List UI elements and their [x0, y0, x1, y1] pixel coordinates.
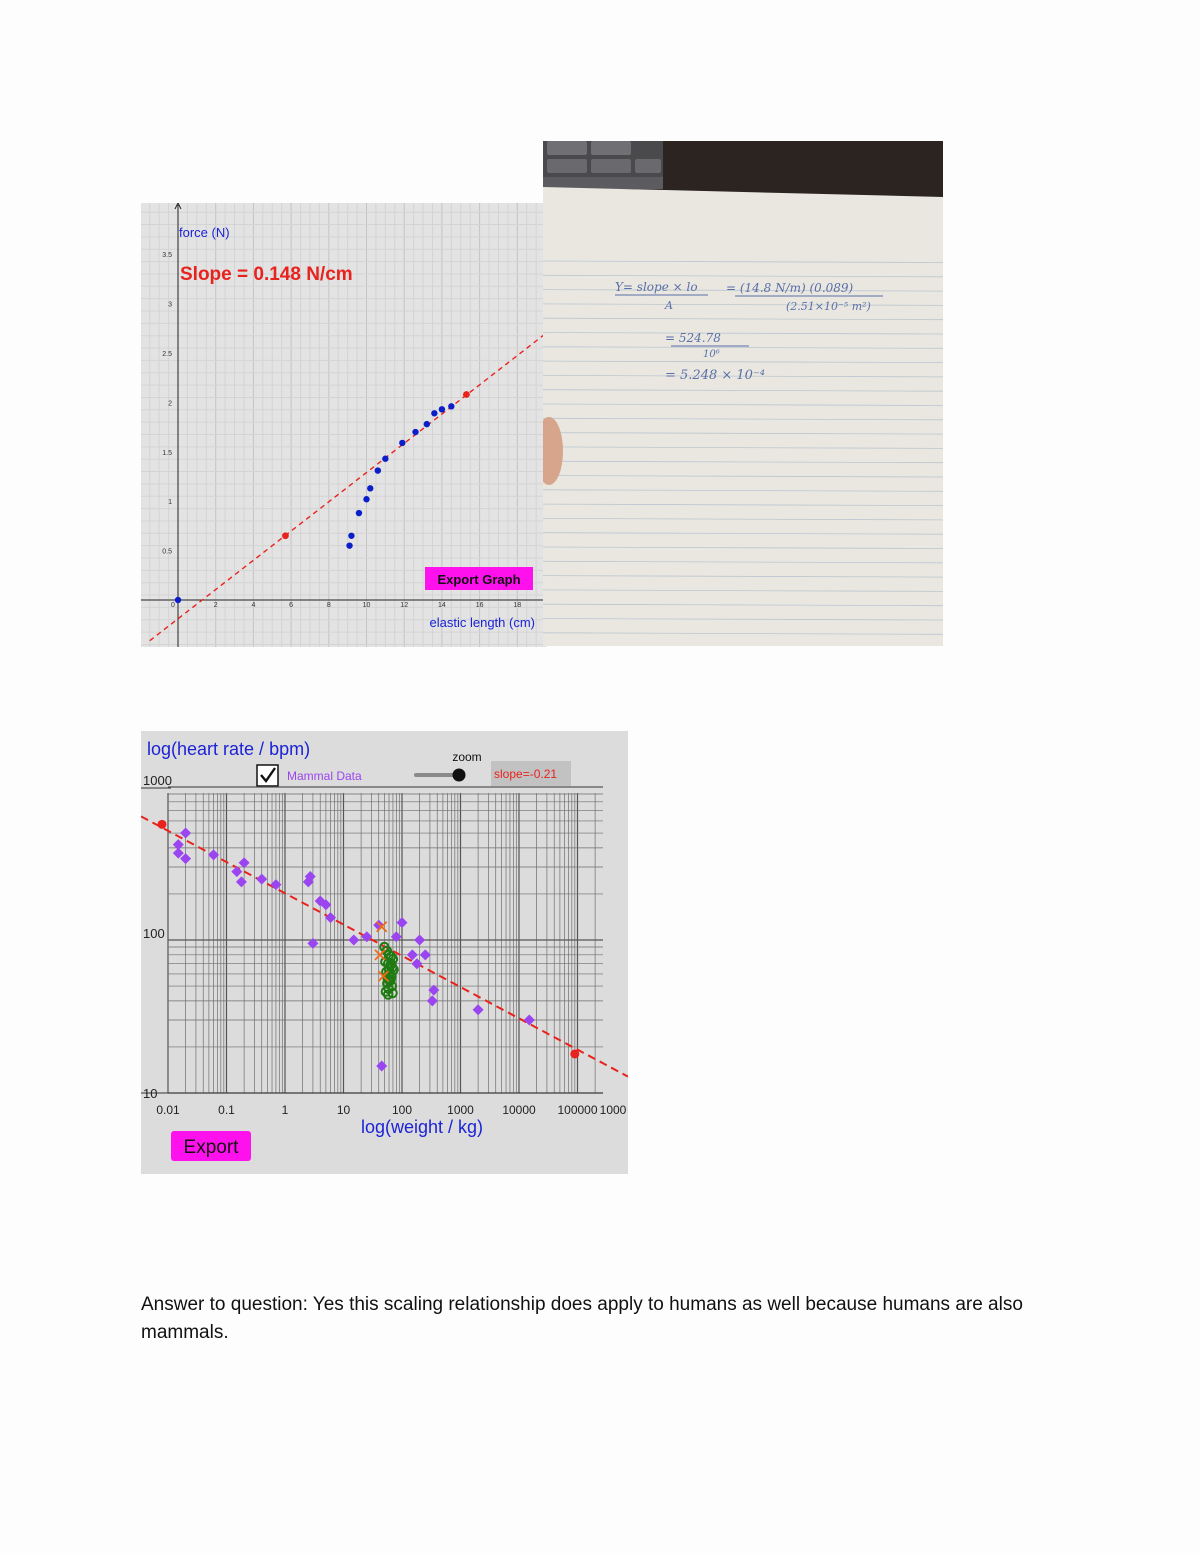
result-denominator: 10⁶	[703, 349, 720, 360]
data-points	[173, 828, 535, 1072]
y-axis-label: force (N)	[179, 225, 230, 240]
fit-handle-point[interactable]	[158, 820, 167, 829]
mammal-data-point	[348, 935, 359, 946]
mammal-data-point	[397, 917, 408, 928]
mammal-data-point	[361, 931, 372, 942]
answer-text: Yes this scaling relationship does apply to humans as well because humans are also mammals.	[141, 1294, 1029, 1343]
x-tick-label: 1000	[599, 1103, 627, 1117]
data-point	[431, 410, 437, 416]
mammal-data-point	[231, 866, 242, 877]
data-point	[356, 510, 362, 516]
x-tick-label: 10000	[502, 1103, 536, 1117]
x-tick-label: 0.01	[156, 1103, 180, 1117]
data-point	[382, 456, 388, 462]
x-axis-label: elastic length (cm)	[429, 615, 535, 630]
mammal-data-point	[420, 949, 431, 960]
force-length-chart	[141, 203, 546, 647]
mammal-data-point	[236, 876, 247, 887]
answer-paragraph	[141, 1291, 1081, 1347]
export-graph-button-label[interactable]: Export Graph	[437, 572, 521, 587]
notebook-photo	[543, 141, 943, 646]
x-tick-label: 0.1	[218, 1103, 235, 1117]
mammal-data-checkbox[interactable]	[257, 765, 278, 786]
answer-label: Answer to question:	[141, 1294, 308, 1315]
x-tick-label: 8	[326, 602, 331, 609]
formula-rhs-numerator: = (14.8 N/m) (0.089)	[726, 281, 854, 295]
zoom-label: zoom	[452, 750, 482, 764]
export-graph-button[interactable]	[425, 567, 533, 590]
mammal-data-point	[473, 1004, 484, 1015]
data-point	[412, 429, 418, 435]
x-tick-label: 0	[171, 602, 175, 609]
x-tick-label: 16	[475, 602, 484, 609]
y-tick-label: 1	[168, 499, 172, 507]
data-point	[175, 597, 181, 603]
mammal-data-point	[524, 1015, 535, 1026]
x-tick-label: 6	[289, 602, 294, 609]
data-points	[175, 403, 455, 603]
formula-rhs-denominator: (2.51×10⁻⁵ m²)	[786, 300, 871, 313]
x-tick-labels	[171, 602, 521, 609]
x-tick-label: 10	[362, 602, 371, 609]
data-point	[399, 440, 405, 446]
zoom-slider[interactable]	[416, 769, 466, 782]
x-tick-labels	[156, 1103, 626, 1117]
fit-handle-point[interactable]	[570, 1049, 579, 1058]
x-tick-label: 18	[513, 602, 522, 609]
y-tick-label: 0.5	[162, 548, 172, 556]
x-tick-label: 12	[400, 602, 409, 609]
x-tick-label: 2	[213, 602, 218, 609]
x-tick-label: 14	[438, 602, 446, 609]
x-tick-label: 100	[391, 1103, 413, 1117]
y-tick-label: 1.5	[162, 449, 172, 457]
data-point	[346, 542, 352, 548]
heart-rate-weight-chart	[141, 731, 628, 1174]
x-tick-label: 100000	[557, 1103, 598, 1117]
mammal-data-point	[427, 995, 438, 1006]
data-point	[363, 496, 369, 502]
x-tick-label: 1	[281, 1103, 289, 1117]
mammal-data-point	[256, 874, 267, 885]
formula-lhs-denominator: A	[665, 299, 673, 312]
data-point	[367, 485, 373, 491]
y-tick-label: 3	[168, 301, 172, 309]
mammal-data-point	[376, 1061, 387, 1072]
y-tick-label: 100	[143, 926, 165, 941]
mammal-data-point	[391, 931, 402, 942]
export-button-label[interactable]: Export	[183, 1137, 239, 1158]
y-tick-label: 3.5	[162, 252, 172, 260]
data-point	[375, 467, 381, 473]
formula-lhs: Y= slope × lo	[615, 280, 698, 294]
data-point	[448, 403, 454, 409]
y-tick-label: 10	[143, 1086, 158, 1101]
fit-handle-point[interactable]	[282, 532, 289, 539]
y-axis-label: log(heart rate / bpm)	[147, 739, 311, 759]
y-tick-labels	[162, 252, 172, 555]
export-button[interactable]	[171, 1131, 251, 1161]
result-numerator: = 524.78	[665, 331, 721, 345]
result-final: = 5.248 × 10⁻⁴	[665, 368, 766, 383]
y-tick-label: 2	[168, 400, 172, 408]
x-tick-label: 4	[251, 602, 256, 609]
chart-title: Slope = 0.148 N/cm	[180, 264, 353, 285]
data-point	[439, 406, 445, 412]
mammal-data-point	[414, 935, 425, 946]
x-axis-label: log(weight / kg)	[360, 1117, 484, 1137]
y-tick-label: 1000	[143, 773, 172, 788]
mammal-data-label: Mammal Data	[287, 769, 362, 783]
data-point	[424, 421, 430, 427]
mammal-data-point	[239, 857, 250, 868]
zoom-slider-handle[interactable]	[453, 769, 466, 782]
x-tick-label: 1000	[447, 1103, 474, 1117]
fit-handle-point[interactable]	[463, 391, 470, 398]
notebook-page	[543, 187, 943, 646]
y-tick-label: 2.5	[162, 351, 172, 358]
mammal-data-point	[411, 958, 422, 969]
data-point	[348, 533, 354, 539]
x-tick-label: 10	[336, 1103, 351, 1117]
mammal-data-point	[180, 828, 191, 839]
slope-label: slope=-0.21	[494, 767, 558, 781]
